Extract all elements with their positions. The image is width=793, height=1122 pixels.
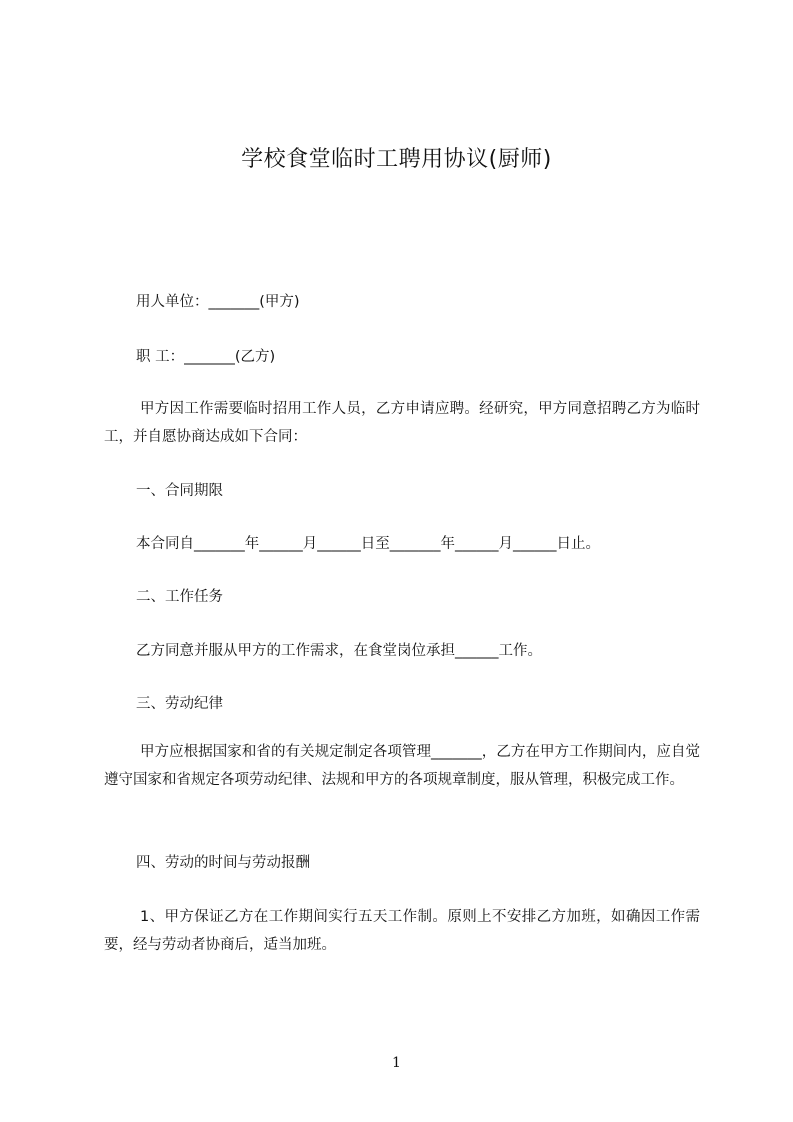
section-heading: 一、合同期限 bbox=[136, 483, 223, 499]
section-body: 甲方应根据国家和省的有关规定制定各项管理_______，乙方在甲方工作期间内，应自觉遵守国家和省规定各项劳动纪律、法规和甲方的各项规章制度，服从管理，积极完成工作。 bbox=[104, 744, 700, 788]
section-heading: 二、工作任务 bbox=[136, 589, 223, 605]
section-heading: 三、劳动纪律 bbox=[136, 696, 223, 712]
employee-line: 职 工：_______(乙方) bbox=[136, 349, 276, 365]
section-heading: 四、劳动的时间与劳动报酬 bbox=[136, 855, 310, 871]
page-number: 1 bbox=[392, 1055, 401, 1071]
section-body: 乙方同意并服从甲方的工作需求，在食堂岗位承担______工作。 bbox=[136, 643, 542, 659]
document-title: 学校食堂临时工聘用协议(厨师) bbox=[241, 147, 552, 172]
section-body: 本合同自_______年______月______日至_______年______月______日止。 bbox=[136, 536, 600, 552]
section-body: 1、甲方保证乙方在工作期间实行五天工作制。原则上不安排乙方加班，如确因工作需要，经与劳动者协商后，适当加班。 bbox=[104, 909, 700, 953]
intro-paragraph: 甲方因工作需要临时招用工作人员，乙方申请应聘。经研究，甲方同意招聘乙方为临时工，并自愿协商达成如下合同： bbox=[104, 401, 700, 445]
employer-line: 用人单位：_______(甲方) bbox=[136, 294, 300, 310]
